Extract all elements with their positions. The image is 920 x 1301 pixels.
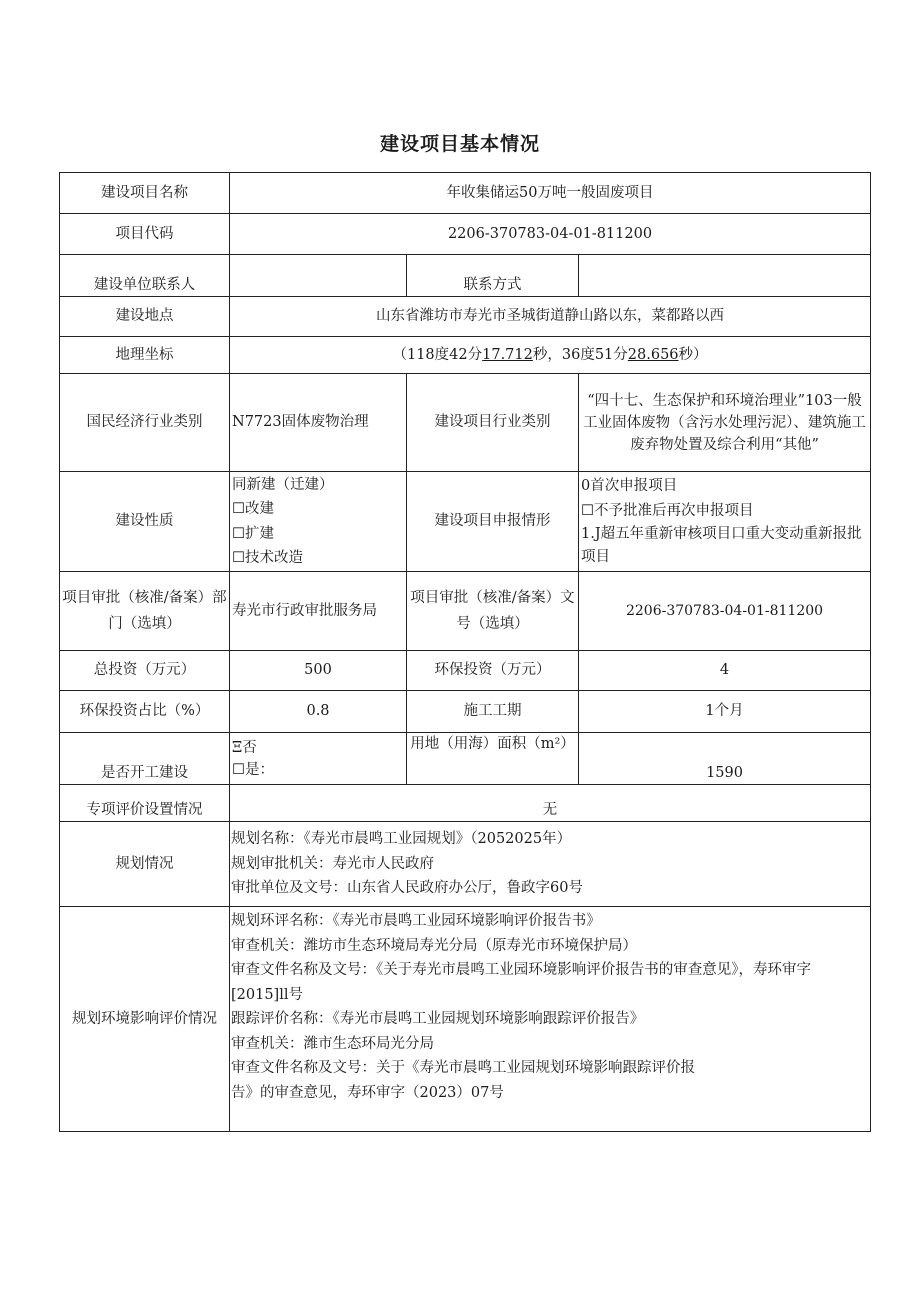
label-total-investment: 总投资（万元）	[60, 651, 230, 691]
started-options	[230, 733, 407, 785]
eia-line: 告》的审查意见，寿环审字（2023）07号	[231, 1084, 504, 1101]
row-contact	[60, 255, 871, 297]
row-coordinates	[60, 337, 871, 374]
value-approval-dept: 寿光市行政审批服务局	[230, 572, 407, 651]
option-new-build[interactable]: 同新建（迁建）	[232, 476, 334, 493]
planning-line: 审批单位及文号：山东省人民政府办公厅，鲁政字60号	[231, 880, 583, 897]
row-location	[60, 297, 871, 337]
planning-details	[230, 822, 871, 907]
declaration-options	[579, 472, 871, 572]
value-contact-method	[579, 255, 871, 297]
eia-line: 规划环评名称：《寿光市晨鸣工业园环境影响评价报告书》	[231, 913, 601, 929]
label-approval-dept: 项目审批（核准/备案）部门（选填）	[60, 572, 230, 651]
row-nature	[60, 472, 871, 572]
value-env-ratio: 0.8	[230, 691, 407, 733]
option-tech-upgrade[interactable]: ☐技术改造	[232, 550, 303, 566]
row-investment	[60, 651, 871, 691]
eia-line: 审查文件名称及文号：关于《寿光市晨鸣工业园规划环境影响跟踪评价报	[231, 1060, 695, 1076]
nature-options	[230, 472, 407, 572]
value-industry: N7723固体废物治理	[230, 374, 407, 472]
label-special-eval: 专项评价设置情况	[60, 785, 230, 822]
row-special-eval	[60, 785, 871, 822]
option-not-started[interactable]: Ξ否	[232, 739, 257, 756]
coord-seconds-2: 28.656	[627, 346, 679, 363]
row-project-name	[60, 173, 871, 214]
value-coordinates	[230, 337, 871, 374]
label-land-area: 用地（用海）面积（m²）	[407, 733, 579, 785]
label-planning: 规划情况	[60, 822, 230, 907]
value-env-investment: 4	[579, 651, 871, 691]
value-construction-period: 1个月	[579, 691, 871, 733]
label-project-name: 建设项目名称	[60, 173, 230, 214]
eia-details	[230, 907, 871, 1132]
eia-line: 跟踪评价名称：《寿光市晨鸣工业园规划环境影响跟踪评价报告》	[231, 1011, 645, 1027]
label-started: 是否开工建设	[60, 733, 230, 785]
label-eia: 规划环境影响评价情况	[60, 907, 230, 1132]
row-planning	[60, 822, 871, 907]
option-started[interactable]: ☐是：	[232, 761, 274, 778]
page-title: 建设项目基本情况	[379, 133, 540, 155]
eia-line: 审查文件名称及文号：《关于寿光市晨鸣工业园环境影响评价报告书的审查意见》，寿环审字[2015]ll号	[231, 962, 811, 1003]
value-project-industry: “四十七、生态保护和环境治理业”103一般工业固体废物（含污水处理污泥）、建筑施工废弃物处置及综合利用“其他”	[579, 374, 871, 472]
row-industry	[60, 374, 871, 472]
option-first-declaration[interactable]: 0首次申报项目	[581, 478, 678, 494]
label-env-investment: 环保投资（万元）	[407, 651, 579, 691]
row-project-code	[60, 214, 871, 255]
planning-line: 规划审批机关：寿光市人民政府	[231, 855, 434, 872]
label-env-ratio: 环保投资占比（%）	[60, 691, 230, 733]
coord-part-3: 秒）	[678, 346, 708, 363]
option-expand[interactable]: ☐扩建	[232, 525, 274, 542]
label-declaration: 建设项目申报情形	[407, 472, 579, 572]
coord-seconds-1: 17.712	[482, 346, 533, 363]
coord-part-1: （118度42分	[392, 346, 483, 363]
label-coordinates: 地理坐标	[60, 337, 230, 374]
coord-part-2: 秒，36度51分	[532, 346, 628, 363]
value-total-investment: 500	[230, 651, 407, 691]
label-contact-method: 联系方式	[407, 255, 579, 297]
value-approval-number: 2206-370783-04-01-811200	[579, 572, 871, 651]
eia-line: 审查机关：潍市生态环局光分局	[231, 1035, 434, 1052]
planning-line: 规划名称：《寿光市晨鸣工业园规划》（2052025年）	[231, 831, 572, 848]
label-project-code: 项目代码	[60, 214, 230, 255]
label-approval-number: 项目审批（核准/备案）文号（选填）	[407, 572, 579, 651]
option-reapproval[interactable]: 1.J超五年重新审核项目口重大变动重新报批项目	[581, 526, 862, 565]
option-rebuild[interactable]: ☐改建	[232, 501, 274, 517]
value-project-name: 年收集储运50万吨一般固废项目	[230, 173, 871, 214]
label-contact: 建设单位联系人	[60, 255, 230, 297]
value-special-eval: 无	[230, 785, 871, 822]
row-started	[60, 733, 871, 785]
row-approval	[60, 572, 871, 651]
value-land-area: 1590	[579, 733, 871, 785]
label-location: 建设地点	[60, 297, 230, 337]
label-project-industry: 建设项目行业类别	[407, 374, 579, 472]
row-eia	[60, 907, 871, 1132]
value-location: 山东省潍坊市寿光市圣城街道静山路以东，菜都路以西	[230, 297, 871, 337]
label-nature: 建设性质	[60, 472, 230, 572]
value-project-code: 2206-370783-04-01-811200	[230, 214, 871, 255]
value-contact	[230, 255, 407, 297]
option-redeclare[interactable]: ☐不予批准后再次申报项目	[581, 502, 754, 519]
project-info-table	[59, 172, 871, 1132]
row-ratio	[60, 691, 871, 733]
label-industry: 国民经济行业类别	[60, 374, 230, 472]
label-construction-period: 施工工期	[407, 691, 579, 733]
eia-line: 审查机关：潍坊市生态环境局寿光分局（原寿光市环境保护局）	[231, 937, 637, 954]
